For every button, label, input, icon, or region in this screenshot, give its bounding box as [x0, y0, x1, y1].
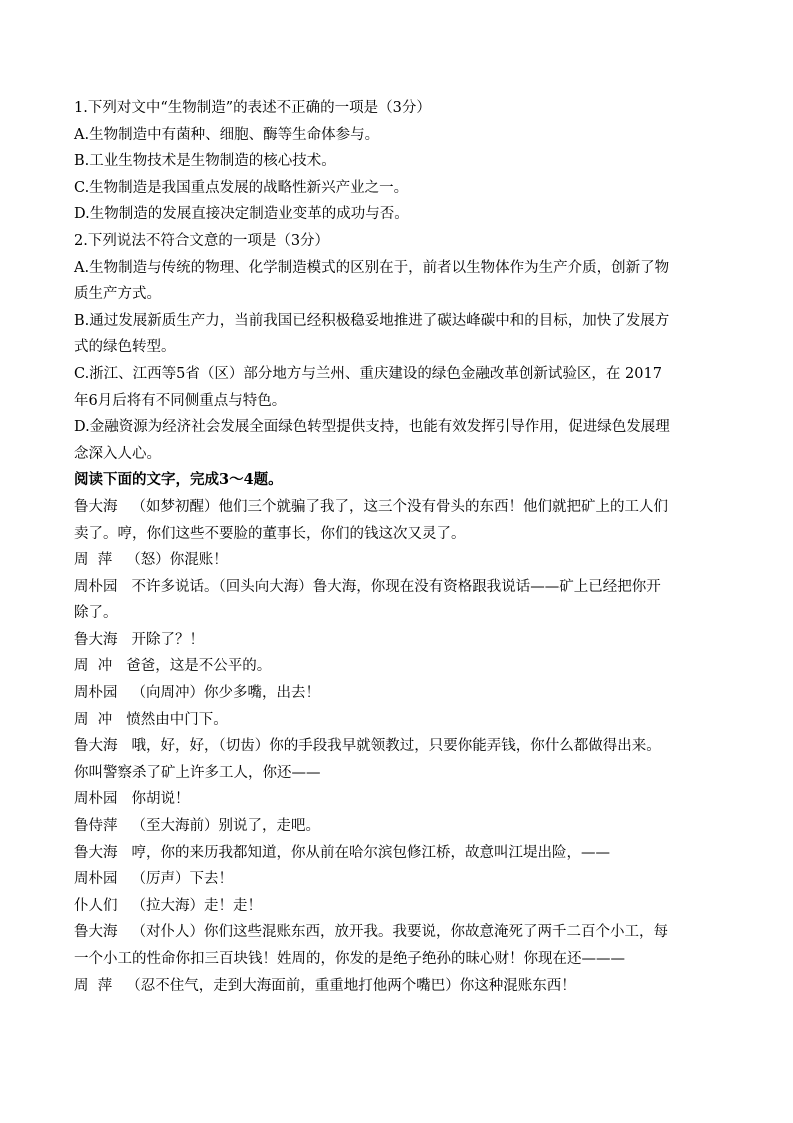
speaker-name: 鲁大海	[74, 844, 118, 861]
dialogue-text: （向周冲）你少多嘴，出去！	[131, 685, 320, 702]
script-line	[74, 866, 724, 893]
script-line	[74, 919, 724, 946]
script-line	[74, 813, 724, 840]
question-2-stem: 2.下列说法不符合文意的一项是（3分）	[74, 232, 330, 249]
dialogue-text: 不许多说话。（回头向大海）鲁大海，你现在没有资格跟我说话——矿上已经把你开	[131, 578, 661, 595]
script-line	[74, 707, 724, 734]
script-line	[74, 893, 724, 920]
option-line: 式的绿色转型。	[74, 339, 176, 356]
dialogue-text: （如梦初醒）他们三个就骗了我了，这三个没有骨头的东西！他们就把矿上的工人们	[131, 498, 668, 515]
question-1-option-b: B.工业生物技术是生物制造的核心技术。	[74, 153, 336, 170]
script-entry	[74, 680, 724, 707]
question-2-option-a	[74, 255, 724, 308]
speaker-name: 周朴园	[74, 685, 118, 702]
option-line: D.金融资源为经济社会发展全面绿色转型提供支持，也能有效发挥引导作用，促进绿色发展理	[74, 419, 670, 436]
script-line	[74, 653, 724, 680]
question-2	[74, 228, 724, 467]
script-entry	[74, 547, 724, 574]
dialogue-text: （怒）你混账！	[126, 552, 228, 569]
script-line	[74, 574, 724, 601]
question-1-option-c: C.生物制造是我国重点发展的战略性新兴产业之一。	[74, 179, 409, 196]
speaker-name: 周 萍	[74, 552, 113, 569]
drama-script	[74, 494, 724, 999]
script-entry	[74, 707, 724, 734]
script-line	[74, 494, 724, 521]
option-line: A.生物制造与传统的物理、化学制造模式的区别在于，前者以生物体作为生产介质，创新了物	[74, 259, 670, 276]
speaker-name: 鲁大海	[74, 738, 118, 755]
dialogue-text: 哼，你的来历我都知道，你从前在哈尔滨包修江桥，故意叫江堤出险，——	[131, 844, 610, 861]
dialogue-text: （对仆人）你们这些混账东西，放开我。我要说，你故意淹死了两千二百个小工，每	[131, 924, 668, 941]
script-entry	[74, 919, 724, 972]
script-entry	[74, 893, 724, 920]
speaker-name: 周朴园	[74, 791, 118, 808]
speaker-name: 周朴园	[74, 578, 118, 595]
dialogue-continuation: 卖了。哼，你们这些不要脸的董事长，你们的钱这次又灵了。	[74, 525, 466, 542]
script-line	[74, 840, 724, 867]
question-1-stem: 1.下列对文中“生物制造”的表述不正确的一项是（3分）	[74, 100, 431, 116]
script-entry	[74, 627, 724, 654]
script-entry	[74, 574, 724, 627]
script-line	[74, 786, 724, 813]
speaker-name: 周朴园	[74, 871, 118, 888]
script-line	[74, 547, 724, 574]
question-1-option-a: A.生物制造中有菌种、细胞、酶等生命体参与。	[74, 126, 380, 143]
speaker-name: 周 冲	[74, 711, 113, 728]
dialogue-continuation: 你叫警察杀了矿上许多工人，你还——	[74, 764, 321, 781]
dialogue-continuation: 除了。	[74, 605, 118, 622]
question-2-option-d	[74, 414, 724, 467]
script-entry	[74, 653, 724, 680]
speaker-name: 鲁侍萍	[74, 818, 118, 835]
speaker-name: 鲁大海	[74, 631, 118, 648]
option-line: C.浙江、江西等5省（区）部分地方与兰州、重庆建设的绿色金融改革创新试验区，在 2017	[74, 365, 662, 382]
speaker-name: 周 萍	[74, 977, 113, 994]
script-line	[74, 733, 724, 760]
script-entry	[74, 494, 724, 547]
question-2-option-c	[74, 361, 724, 414]
question-2-option-b	[74, 308, 724, 361]
dialogue-text: （至大海前）别说了，走吧。	[131, 818, 320, 835]
dialogue-continuation: 一个小工的性命你扣三百块钱！姓周的，你发的是绝子绝孙的昧心财！你现在还———	[74, 951, 625, 967]
dialogue-text: 愤然由中门下。	[126, 711, 228, 728]
script-entry	[74, 733, 724, 786]
script-line	[74, 973, 724, 1000]
script-entry	[74, 840, 724, 867]
option-line: B.通过发展新质生产力，当前我国已经积极稳妥地推进了碳达峰碳中和的目标，加快了发展方	[74, 312, 670, 329]
speaker-name: 周 冲	[74, 658, 113, 675]
question-1-option-d: D.生物制造的发展直接决定制造业变革的成功与否。	[74, 206, 409, 223]
option-line: 质生产方式。	[74, 286, 161, 303]
option-line: 年6月后将有不同侧重点与特色。	[74, 392, 287, 409]
document-page	[74, 95, 724, 999]
dialogue-text: 开除了？！	[131, 631, 204, 648]
script-line	[74, 680, 724, 707]
dialogue-text: （忍不住气，走到大海面前，重重地打他两个嘴巴）你这种混账东西！	[126, 977, 576, 994]
reading-heading: 阅读下面的文字，完成3～4题。	[74, 471, 283, 489]
dialogue-text: 哦，好，好，（切齿）你的手段我早就领教过，只要你能弄钱，你什么都做得出来。	[131, 738, 661, 755]
script-entry	[74, 866, 724, 893]
speaker-name: 鲁大海	[74, 498, 118, 515]
dialogue-text: （厉声）下去！	[131, 871, 233, 888]
speaker-name: 仆人们	[74, 897, 118, 914]
dialogue-text: 爸爸，这是不公平的。	[126, 658, 272, 675]
speaker-name: 鲁大海	[74, 924, 118, 941]
option-line: 念深入人心。	[74, 445, 161, 462]
dialogue-text: 你胡说！	[131, 791, 190, 808]
script-entry	[74, 973, 724, 1000]
dialogue-text: （拉大海）走！走！	[131, 897, 262, 914]
question-1	[74, 95, 724, 228]
script-line	[74, 627, 724, 654]
script-entry	[74, 786, 724, 813]
script-entry	[74, 813, 724, 840]
